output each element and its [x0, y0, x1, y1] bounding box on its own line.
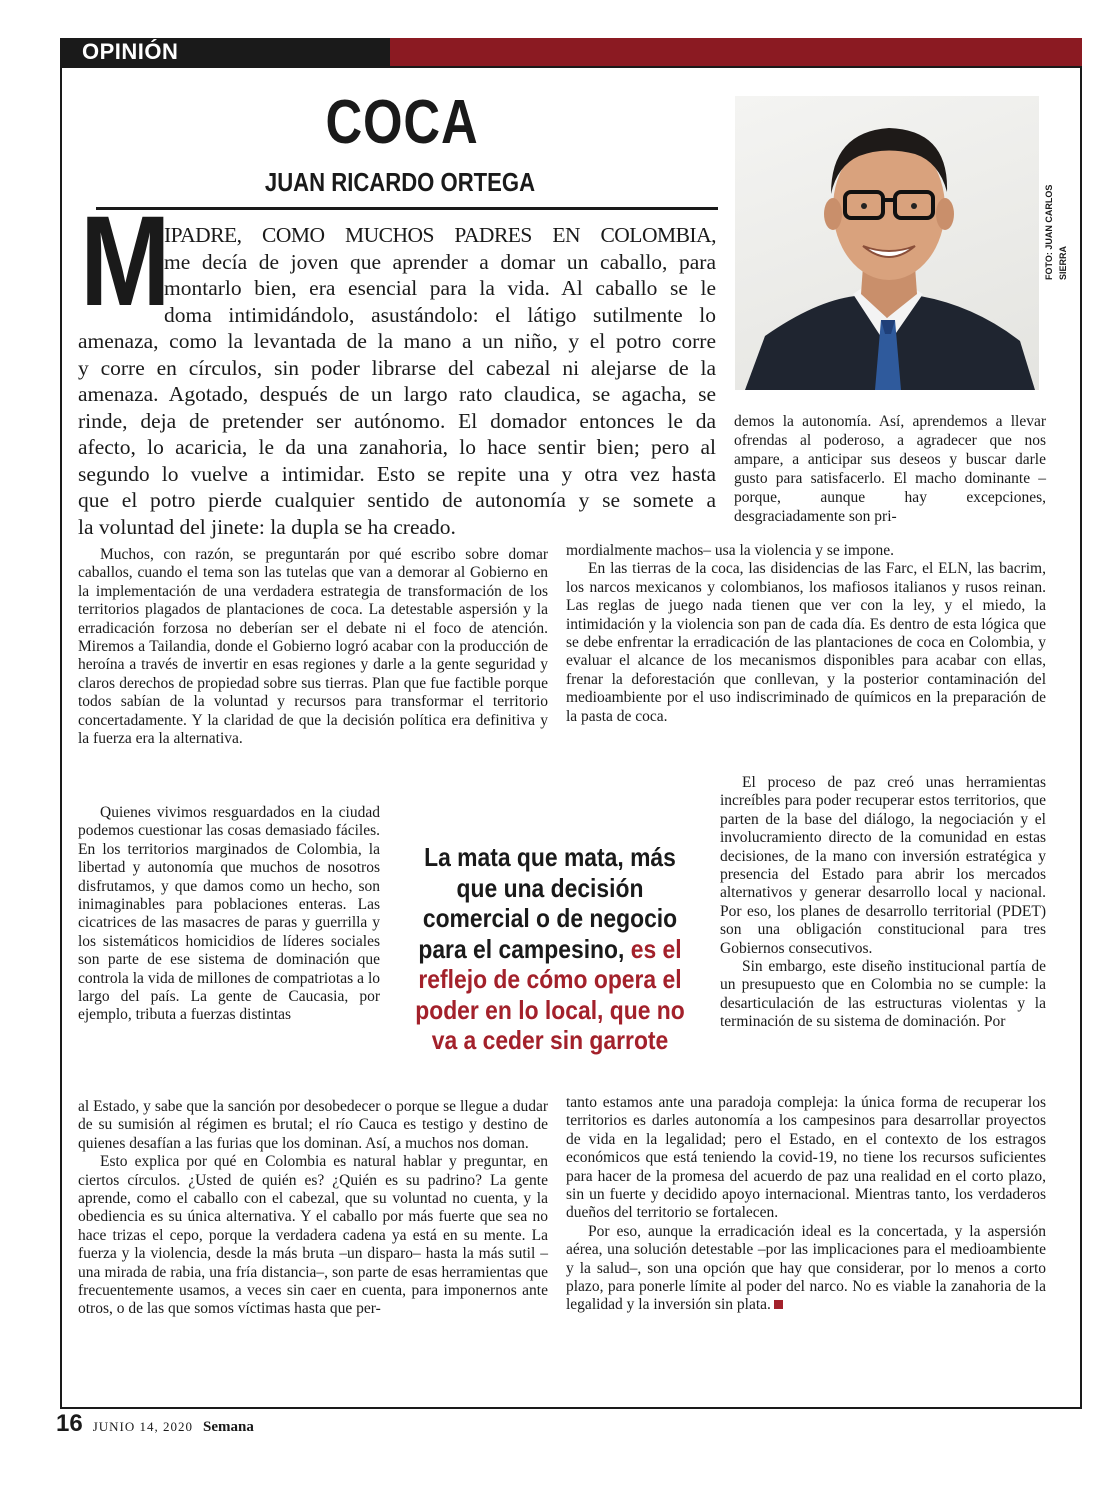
lead-line: amenaza, como la levantada de la mano a un niño, y el potro corre [78, 329, 716, 353]
author-name: JUAN RICARDO ORTEGA [264, 167, 536, 197]
drop-cap: M [80, 190, 171, 333]
lead-paragraph [78, 222, 716, 540]
lead-line: segundo lo vuelve a intimidar. Esto se repite una y otra vez hasta [78, 461, 716, 486]
lead-line: la voluntad del jinete: la dupla se ha creado. [78, 514, 456, 539]
end-mark-icon [774, 1300, 783, 1309]
body-paragraph: Quienes vivimos resguardados en la ciudad podemos cuestionar las cosas demasiado fáciles. En los territorios marginados de Colombia, la libertad y autonomía que muchos de nosotros disfrutamos, y que damos como un hecho, son inimaginables para poblaciones enteras. Las cicatrices de las masacres de paras y guerrilla y los sistemáticos homicidios de líderes sociales son parte de ese sistema de dominación que controla la vida de millones de compatriotas a lo largo del país. La gente de Caucasia, por ejemplo, tributa a fuerzas distintas [78, 804, 380, 1024]
section-bar [390, 38, 1082, 66]
section-label: OPINIÓN [60, 38, 390, 66]
lead-line: montarlo bien, era esencial para la vida. Al caballo se le [164, 276, 716, 300]
body-paragraph: demos la autonomía. Así, aprendemos a llevar ofrendas al poderoso, a agradecer que nos ampare, a anticipar sus deseos y buscar darle gusto para satisfacerlo. El macho dominante –porque, aunque hay excepciones, desgraciadamente son pri- [734, 413, 1046, 525]
pull-quote-highlight: es el reflejo de cómo opera el poder en lo local, que no va a ceder sin garrote [415, 933, 685, 1055]
author-photo [735, 96, 1039, 390]
lead-line: IPADRE, COMO MUCHOS PADRES EN COLOMBIA, [164, 223, 716, 247]
body-column-right-top [734, 412, 1046, 526]
lead-line: me decía de joven que aprender a domar un caballo, para [164, 249, 716, 274]
lead-line: amenaza. Agotado, después de un largo rato claudica, se agacha, se [78, 382, 716, 406]
issue-date: JUNIO 14, 2020 [92, 1419, 194, 1434]
body-column-bottom-left [78, 1098, 548, 1319]
body-paragraph: mordialmente machos– usa la violencia y se impone. [566, 542, 894, 559]
lead-line: que el potro pierde cualquier sentido de autonomía y se somete a [78, 488, 716, 512]
lead-line: doma intimidándolo, asustándolo: el látigo sutilmente lo [164, 302, 716, 327]
pull-quote [409, 842, 691, 1056]
pull-quote-text: La mata que mata, más que una decisión comercial o de negocio para el campesino, [418, 842, 678, 964]
author-portrait-image [735, 96, 1039, 390]
body-column-left [78, 546, 548, 748]
body-column-right-narrow [720, 774, 1046, 1032]
headline: COCA [325, 88, 479, 157]
closing-paragraph-text: Por eso, aunque la erradicación ideal es la concertada, y la aspersión aérea, una solución detestable –por las implicaciones para el medioambiente y la salud–, son una opción que hay que considerar, por lo menos a corto plazo, para ponerle límite al poder del narco. No es viable la zanahoria de la legalidad y la inversión sin plata. [566, 1222, 1046, 1314]
body-paragraph: al Estado, y sabe que la sanción por desobedecer o porque se llegue a dudar de su sumisión al régimen es brutal; el río Cauca es testigo y destino de quienes desafían a las furias que los dominan. Así, a muchos nos doman. [78, 1098, 548, 1152]
body-paragraph [566, 1223, 1046, 1315]
lead-line: afecto, lo acaricia, le da una zanahoria, lo hace sentir bien; pero al [78, 435, 716, 459]
body-paragraph: En las tierras de la coca, las disidencias de las Farc, el ELN, las bacrim, los narcos mexicanos y colombianos, los mafiosos italianos y rusos reinan. Las reglas de juego nada tienen que ver con la ley, y el miedo, la intimidación y la violencia son pan de cada día. Es dentro de esta lógica que se debe enfrentar la erradicación de las plantaciones de coca en Colombia, y evaluar el alcance de los mecanismos disponibles para acabar con ellas, frenar la deforestación que conllevan, y la posterior contaminación del medioambiente por el uso indiscriminado de químicos en la preparación de la pasta de coca. [566, 560, 1046, 725]
publication-name: Semana [203, 1419, 254, 1435]
body-paragraph: Esto explica por qué en Colombia es natural hablar y preguntar, en ciertos círculos. ¿Usted de quién es? ¿Quién es su padrino? La gente aprende, como el caballo con el cabezal, que su voluntad no cuenta, y la obediencia es su única alternativa. Y el caballo por más fuerte que sea no hace trizas el cepo, porque la verdadera cadena ya está en su mente. La fuerza y la violencia, desde la más bruta –un disparo– hasta la más sutil –una mirada de rabia, una fría distancia–, son parte de esas herramientas que frecuentemente usamos, a veces sin caer en cuenta, para imponernos ante otros, o de las que somos víctimas hasta que per- [78, 1153, 548, 1318]
body-column-left-narrow [78, 804, 380, 1025]
headline-rule [96, 207, 718, 210]
body-column-bottom-right [566, 1094, 1046, 1315]
photo-credit: FOTO: JUAN CARLOS SIERRA [1044, 184, 1068, 280]
lead-line: y corre en círculos, sin poder librarse del cabezal ni alejarse de la [78, 355, 716, 380]
body-paragraph: El proceso de paz creó unas herramientas increíbles para poder recuperar estos territorios, que parten de la base del diálogo, la negociación y el involucramiento directo de la comunidad en estas decisiones, de la mano con inversión estratégica y presencia del Estado para abrir los mercados alternativos y generar desarrollo local y nacional. Por eso, los planes de desarrollo territorial (PDET) son una obligación constitucional para tres Gobiernos consecutivos. [720, 774, 1046, 957]
body-paragraph: tanto estamos ante una paradoja compleja: la única forma de recuperar los territorios es darles autonomía a los campesinos para desarrollar proyectos de vida en la legalidad; pero el Estado, en el contexto de los estragos económicos que está teniendo la covid-19, no tiene los recursos suficientes para hacer de la promesa del acuerdo de paz una realidad en el corto plazo, sin un fuerte y decidido apoyo internacional. Mientras tanto, los verdaderos dueños del territorio se fortalecen. [566, 1094, 1046, 1222]
body-column-right [566, 542, 1046, 726]
body-paragraph: Muchos, con razón, se preguntarán por qué escribo sobre domar caballos, cuando el tema son las tutelas que van a demorar al Gobierno en la implementación de una verdadera estrategia de transformación de los territorios plagados de plantaciones de coca. La detestable aspersión y la erradicación forzosa no deberían ser el debate ni el foco de atención. Miremos a Tailandia, donde el Gobierno logró acabar con la producción de heroína a través de invertir en esas regiones y darle a la gente seguridad y claros derechos de propiedad sobre sus tierras. Plan que fue factible porque todos sabían de la voluntad y recursos para transformar el territorio concertadamente. Y la claridad de que la decisión política era definitiva y la fuerza era la alternativa. [78, 546, 548, 748]
lead-line: rinde, deja de pretender ser autónomo. El domador entonces le da [78, 408, 716, 433]
body-paragraph: Sin embargo, este diseño institucional partía de un presupuesto que en Colombia no se cumple: la desarticulación de las estructuras violentas y la terminación de su sistema de dominación. Por [720, 958, 1046, 1031]
page-number: 16 [56, 1410, 83, 1437]
page-footer [56, 1410, 254, 1440]
